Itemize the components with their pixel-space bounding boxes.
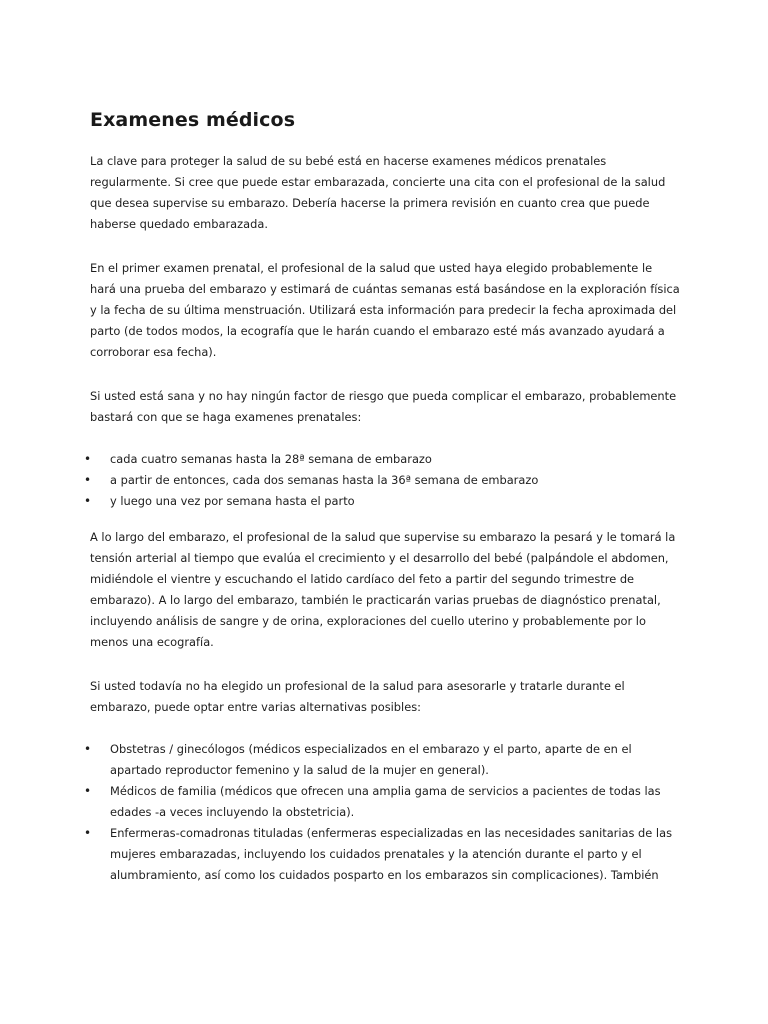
paragraph-line: Si usted todavía no ha elegido un profesional de la salud para asesorarle y tratarle durante el bbox=[90, 679, 625, 693]
bullet-icon: • bbox=[84, 826, 92, 840]
list-item-text: a partir de entonces, cada dos semanas hasta la 36ª semana de embarazo bbox=[110, 473, 539, 487]
paragraph-line: y la fecha de su última menstruación. Utilizará esta información para predecir la fecha aproximada del bbox=[90, 303, 677, 317]
list-item bbox=[84, 739, 684, 781]
paragraph-alternatives bbox=[90, 676, 680, 718]
paragraph-line: embarazo). A lo largo del embarazo, también le practicarán varias pruebas de diagnóstico prenatal, bbox=[90, 593, 661, 607]
paragraph-line: embarazo, puede optar entre varias alternativas posibles: bbox=[90, 700, 421, 714]
bullet-icon: • bbox=[84, 452, 92, 466]
paragraph-line: En el primer examen prenatal, el profesional de la salud que usted haya elegido probablemente le bbox=[90, 261, 653, 275]
paragraph-line: haberse quedado embarazada. bbox=[90, 217, 268, 231]
bullet-icon: • bbox=[84, 494, 92, 508]
paragraph-line: bastará con que se haga examenes prenatales: bbox=[90, 410, 362, 424]
list-item bbox=[84, 449, 684, 470]
paragraph-line: Si usted está sana y no hay ningún factor de riesgo que pueda complicar el embarazo, probablemente bbox=[90, 389, 677, 403]
paragraph-healthy bbox=[90, 386, 680, 428]
paragraph-line: tensión arterial al tiempo que evalúa el crecimiento y el desarrollo del bebé (palpándole el abdomen, bbox=[90, 551, 669, 565]
list-item-text: apartado reproductor femenino y la salud de la mujer en general). bbox=[110, 763, 489, 777]
list-item bbox=[84, 470, 684, 491]
paragraph-line: La clave para proteger la salud de su bebé está en hacerse examenes médicos prenatales bbox=[90, 154, 607, 168]
paragraph-throughout bbox=[90, 527, 680, 653]
list-item-text: Obstetras / ginecólogos (médicos especializados en el embarazo y el parto, aparte de en el bbox=[110, 742, 632, 756]
paragraph-line: corroborar esa fecha). bbox=[90, 345, 217, 359]
paragraph-line: regularmente. Si cree que puede estar embarazada, concierte una cita con el profesional de la salud bbox=[90, 175, 666, 189]
schedule-list bbox=[84, 449, 684, 512]
list-item-text: alumbramiento, así como los cuidados posparto en los embarazos sin complicaciones). También bbox=[110, 868, 659, 882]
paragraph-line: midiéndole el vientre y escuchando el latido cardíaco del feto a partir del segundo trimestre de bbox=[90, 572, 635, 586]
paragraph-intro bbox=[90, 151, 680, 235]
paragraph-first-exam bbox=[90, 258, 680, 363]
bullet-icon: • bbox=[84, 742, 92, 756]
document-title: Examenes médicos bbox=[90, 109, 296, 131]
list-item bbox=[84, 823, 684, 886]
bullet-icon: • bbox=[84, 784, 92, 798]
bullet-icon: • bbox=[84, 473, 92, 487]
paragraph-line: parto (de todos modos, la ecografía que le harán cuando el embarazo esté más avanzado ayudará a bbox=[90, 324, 665, 338]
paragraph-line: menos una ecografía. bbox=[90, 635, 214, 649]
list-item-text: Enfermeras-comadronas tituladas (enfermeras especializadas en las necesidades sanitarias de las bbox=[110, 826, 673, 840]
professionals-list bbox=[84, 739, 684, 886]
list-item-text: mujeres embarazadas, incluyendo los cuidados prenatales y la atención durante el parto y el bbox=[110, 847, 642, 861]
paragraph-line: hará una prueba del embarazo y estimará de cuántas semanas está basándose en la exploración física bbox=[90, 282, 680, 296]
list-item bbox=[84, 781, 684, 823]
paragraph-line: que desea supervise su embarazo. Debería hacerse la primera revisión en cuanto crea que puede bbox=[90, 196, 650, 210]
list-item-text: y luego una vez por semana hasta el parto bbox=[110, 494, 355, 508]
list-item bbox=[84, 491, 684, 512]
paragraph-line: incluyendo análisis de sangre y de orina, exploraciones del cuello uterino y probablemente por lo bbox=[90, 614, 646, 628]
list-item-text: edades -a veces incluyendo la obstetricia). bbox=[110, 805, 355, 819]
list-item-text: cada cuatro semanas hasta la 28ª semana de embarazo bbox=[110, 452, 432, 466]
paragraph-line: A lo largo del embarazo, el profesional de la salud que supervise su embarazo la pesará y le tomará la bbox=[90, 530, 676, 544]
list-item-text: Médicos de familia (médicos que ofrecen una amplia gama de servicios a pacientes de todas las bbox=[110, 784, 661, 798]
